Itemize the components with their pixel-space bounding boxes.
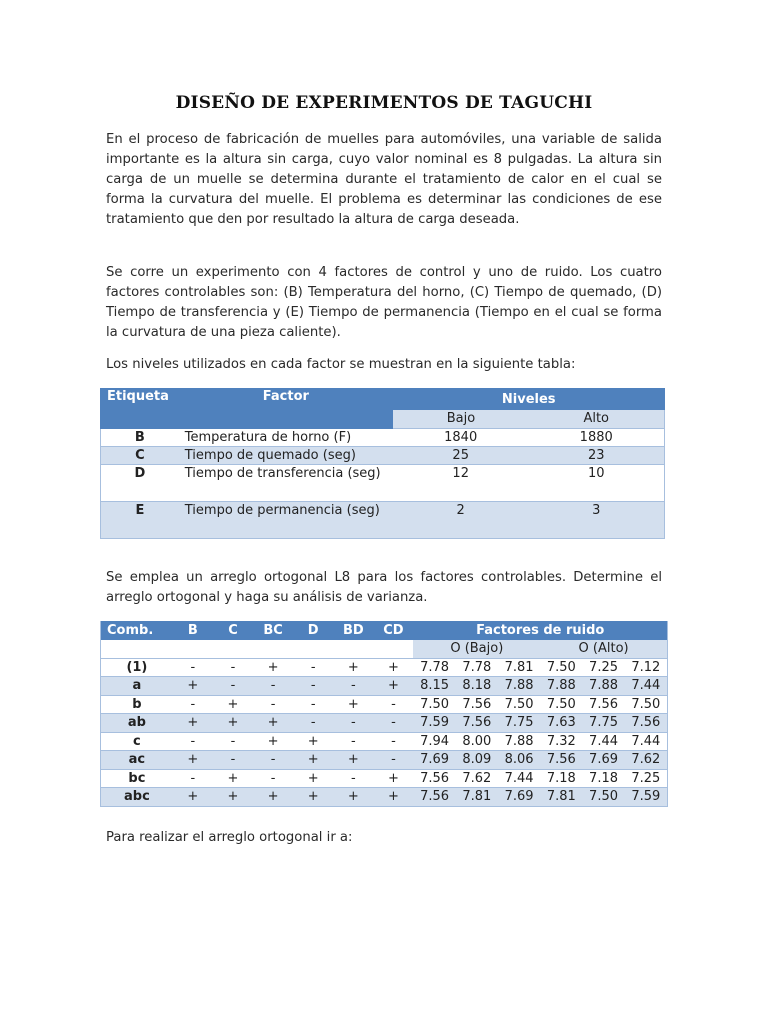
row-sign: +: [213, 788, 253, 807]
header-c: C: [213, 621, 253, 640]
levels-row: [101, 447, 665, 465]
row-sign: -: [333, 714, 373, 733]
row-sign: -: [253, 769, 293, 788]
row-high: 23: [528, 447, 664, 465]
row-sign: -: [253, 677, 293, 696]
array-row: [101, 695, 668, 714]
row-value: 7.81: [540, 788, 582, 807]
row-value: 7.44: [498, 769, 540, 788]
row-sign: +: [173, 677, 213, 696]
row-sign: +: [333, 658, 373, 677]
header-factor: Factor: [179, 389, 393, 429]
levels-row: [101, 502, 665, 539]
row-sign: -: [373, 714, 413, 733]
row-low: 12: [393, 465, 529, 502]
row-comb: b: [101, 695, 173, 714]
levels-table: [100, 388, 665, 539]
row-value: 7.44: [625, 732, 668, 751]
array-row: [101, 751, 668, 770]
row-sign: +: [373, 769, 413, 788]
row-low: 2: [393, 502, 529, 539]
row-sign: +: [373, 658, 413, 677]
factors-paragraph: Se corre un experimento con 4 factores de control y uno de ruido. Los cuatro factores controlables son: (B) Temperatura del horno, (C) Tiempo de quemado, (D) Tiempo de transferencia y (E) Tiempo de permanencia (Tiempo en el cual se forma la curvatura de una pieza caliente).: [106, 265, 662, 340]
row-label: B: [101, 429, 179, 447]
row-value: 7.56: [540, 751, 582, 770]
row-sign: -: [213, 677, 253, 696]
row-comb: ab: [101, 714, 173, 733]
row-value: 7.94: [413, 732, 455, 751]
row-value: 8.18: [456, 677, 498, 696]
row-sign: -: [333, 732, 373, 751]
row-sign: -: [293, 658, 333, 677]
row-sign: -: [213, 732, 253, 751]
row-value: 7.56: [625, 714, 668, 733]
intro-paragraph: En el proceso de fabricación de muelles para automóviles, una variable de salida importante es la altura sin carga, cuyo valor nominal es 8 pulgadas. La altura sin carga de un muelle se determina durante el tratamiento de calor en el cual se forma la curvatura del muelle. El problema es determinar las condiciones de ese tratamiento que den por resultado la altura de carga deseada.: [106, 132, 662, 227]
row-sign: +: [293, 751, 333, 770]
row-value: 7.69: [498, 788, 540, 807]
array-row: [101, 714, 668, 733]
orthogonal-array-table: [100, 621, 668, 807]
header-noise: Factores de ruido: [413, 621, 667, 640]
row-sign: -: [293, 677, 333, 696]
header-high: Alto: [528, 410, 664, 429]
array-row: [101, 677, 668, 696]
row-sign: -: [173, 732, 213, 751]
row-value: 7.69: [582, 751, 624, 770]
row-value: 7.50: [540, 695, 582, 714]
row-sign: -: [373, 751, 413, 770]
row-sign: +: [373, 788, 413, 807]
row-sign: +: [173, 714, 213, 733]
row-sign: -: [173, 658, 213, 677]
row-high: 10: [528, 465, 664, 502]
row-value: 7.88: [498, 732, 540, 751]
row-value: 8.00: [456, 732, 498, 751]
row-comb: abc: [101, 788, 173, 807]
array-intro-paragraph: Se emplea un arreglo ortogonal L8 para los factores controlables. Determine el arreglo ortogonal y haga su análisis de varianza.: [106, 570, 662, 605]
row-value: 7.56: [456, 695, 498, 714]
row-value: 7.78: [456, 658, 498, 677]
row-factor: Tiempo de transferencia (seg): [179, 465, 393, 502]
row-sign: -: [373, 695, 413, 714]
row-sign: +: [253, 788, 293, 807]
row-sign: -: [293, 714, 333, 733]
array-table-body: [101, 658, 668, 806]
levels-table-header: [101, 389, 665, 410]
row-value: 7.25: [582, 658, 624, 677]
row-comb: bc: [101, 769, 173, 788]
row-value: 7.56: [456, 714, 498, 733]
array-table-subheader: [101, 640, 668, 658]
subheader-spacer: [101, 640, 414, 658]
row-sign: -: [173, 695, 213, 714]
levels-row: [101, 429, 665, 447]
row-value: 7.50: [625, 695, 668, 714]
header-cd: CD: [373, 621, 413, 640]
row-value: 7.88: [540, 677, 582, 696]
row-value: 7.59: [625, 788, 668, 807]
levels-intro-paragraph: Los niveles utilizados en cada factor se muestran en la siguiente tabla:: [106, 357, 576, 372]
row-sign: +: [213, 769, 253, 788]
closing-paragraph: Para realizar el arreglo ortogonal ir a:: [106, 830, 353, 845]
row-value: 7.81: [498, 658, 540, 677]
array-row: [101, 732, 668, 751]
row-low: 25: [393, 447, 529, 465]
row-value: 7.12: [625, 658, 668, 677]
row-sign: +: [373, 677, 413, 696]
array-row: [101, 788, 668, 807]
header-bc: BC: [253, 621, 293, 640]
header-comb: Comb.: [101, 621, 173, 640]
row-value: 7.56: [582, 695, 624, 714]
row-sign: +: [293, 788, 333, 807]
row-value: 8.15: [413, 677, 455, 696]
row-value: 7.63: [540, 714, 582, 733]
row-sign: -: [213, 658, 253, 677]
row-comb: ac: [101, 751, 173, 770]
row-factor: Temperatura de horno (F): [179, 429, 393, 447]
row-high: 1880: [528, 429, 664, 447]
row-label: E: [101, 502, 179, 539]
row-value: 7.18: [540, 769, 582, 788]
header-levels: Niveles: [393, 389, 665, 410]
row-value: 7.62: [456, 769, 498, 788]
array-row: [101, 769, 668, 788]
row-value: 7.56: [413, 769, 455, 788]
row-value: 7.50: [413, 695, 455, 714]
row-value: 7.44: [625, 677, 668, 696]
row-value: 8.09: [456, 751, 498, 770]
row-value: 7.62: [625, 751, 668, 770]
row-sign: +: [293, 732, 333, 751]
header-low: Bajo: [393, 410, 529, 429]
row-sign: +: [253, 714, 293, 733]
row-comb: (1): [101, 658, 173, 677]
row-value: 8.06: [498, 751, 540, 770]
row-value: 7.56: [413, 788, 455, 807]
header-b: B: [173, 621, 213, 640]
row-value: 7.88: [582, 677, 624, 696]
row-value: 7.50: [582, 788, 624, 807]
row-value: 7.88: [498, 677, 540, 696]
row-value: 7.32: [540, 732, 582, 751]
row-low: 1840: [393, 429, 529, 447]
row-sign: -: [253, 695, 293, 714]
row-value: 7.18: [582, 769, 624, 788]
row-sign: +: [173, 788, 213, 807]
row-comb: a: [101, 677, 173, 696]
row-sign: -: [253, 751, 293, 770]
row-value: 7.59: [413, 714, 455, 733]
row-sign: -: [293, 695, 333, 714]
header-noise-high: O (Alto): [540, 640, 667, 658]
header-bd: BD: [333, 621, 373, 640]
header-label: Etiqueta: [101, 389, 179, 429]
row-high: 3: [528, 502, 664, 539]
row-label: C: [101, 447, 179, 465]
row-sign: +: [213, 714, 253, 733]
row-value: 7.81: [456, 788, 498, 807]
row-sign: +: [333, 751, 373, 770]
row-sign: +: [253, 658, 293, 677]
row-value: 7.44: [582, 732, 624, 751]
row-value: 7.69: [413, 751, 455, 770]
row-comb: c: [101, 732, 173, 751]
header-noise-low: O (Bajo): [413, 640, 540, 658]
row-value: 7.75: [498, 714, 540, 733]
row-sign: -: [373, 732, 413, 751]
page-title: DISEÑO DE EXPERIMENTOS DE TAGUCHI: [175, 93, 593, 113]
row-label: D: [101, 465, 179, 502]
array-table-header: [101, 621, 668, 640]
row-value: 7.75: [582, 714, 624, 733]
row-sign: +: [173, 751, 213, 770]
levels-row: [101, 465, 665, 502]
row-sign: +: [293, 769, 333, 788]
row-value: 7.50: [540, 658, 582, 677]
row-sign: -: [213, 751, 253, 770]
row-value: 7.50: [498, 695, 540, 714]
row-sign: +: [253, 732, 293, 751]
row-value: 7.78: [413, 658, 455, 677]
row-sign: -: [333, 677, 373, 696]
row-sign: +: [333, 695, 373, 714]
row-sign: -: [173, 769, 213, 788]
row-factor: Tiempo de permanencia (seg): [179, 502, 393, 539]
row-value: 7.25: [625, 769, 668, 788]
row-sign: -: [333, 769, 373, 788]
header-d: D: [293, 621, 333, 640]
array-row: [101, 658, 668, 677]
row-sign: +: [213, 695, 253, 714]
row-sign: +: [333, 788, 373, 807]
row-factor: Tiempo de quemado (seg): [179, 447, 393, 465]
